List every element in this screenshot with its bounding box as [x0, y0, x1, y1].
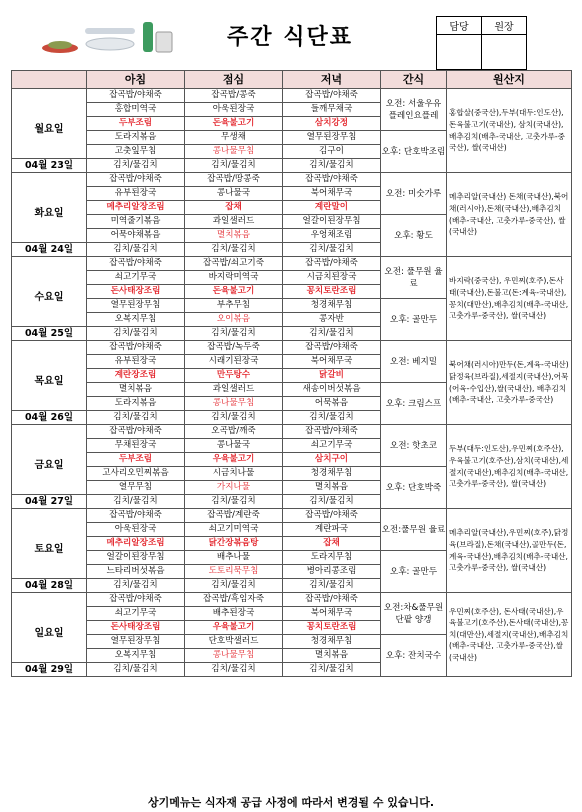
dinner-item: 얼갈이된장무침: [283, 215, 381, 229]
header-origin: 원산지: [447, 71, 572, 89]
breakfast-item: 김치/물김치: [87, 579, 185, 593]
origin-info: 두부(대두:인도산),우민찌(호주산),우육불고기(호주산),삼치(국내산),세절지(국내산),배추김치(배추-국내산, 고춧가루-중국산), 쌀(국내산): [447, 425, 572, 509]
snack-morning: 오전: 핫초코: [381, 425, 447, 467]
day-cell: [12, 425, 87, 509]
breakfast-item: 홍합미역국: [87, 103, 185, 117]
day-name: 화요일: [34, 208, 64, 219]
day-name: 목요일: [34, 376, 64, 387]
page-header: [0, 0, 582, 68]
breakfast-item: 열무된장무침: [87, 299, 185, 313]
breakfast-item: 느타리버섯볶음: [87, 565, 185, 579]
dinner-item: 삼치강정: [283, 117, 381, 131]
lunch-item: 잡곡밥/콩죽: [185, 89, 283, 103]
dinner-item: 콩자반: [283, 313, 381, 327]
approval-label-staff: 담당: [437, 17, 482, 35]
origin-info: 메추리알(국내산) 돈채(국내산),북어채(러시아),돈채(국내산),배추김치(배추-국내산, 고춧가루-중국산), 쌀(국내산): [447, 173, 572, 257]
lunch-item: 돈육불고기: [185, 117, 283, 131]
breakfast-item: 멸치볶음: [87, 383, 185, 397]
breakfast-item: 메추리알장조림: [87, 201, 185, 215]
breakfast-item: 잡곡밥/야채죽: [87, 257, 185, 271]
breakfast-item: 두부조림: [87, 117, 185, 131]
lunch-item: 김치/물김치: [185, 159, 283, 173]
dinner-item: 김치/물김치: [283, 579, 381, 593]
origin-info: 홍합살(중국산),두부(대두:인도산),돈육불고기(국내산), 삼치(국내산),배추김치(배추-국내산, 고춧가루-중국산), 쌀(국내산): [447, 89, 572, 173]
lunch-item: 과일샐러드: [185, 215, 283, 229]
dinner-item: 잡곡밥/야채죽: [283, 425, 381, 439]
header-snack: 간식: [381, 71, 447, 89]
lunch-item: 바지락미역국: [185, 271, 283, 285]
dinner-item: 꽁치토란조림: [283, 285, 381, 299]
lunch-item: 콩나물무침: [185, 145, 283, 159]
breakfast-item: 유부된장국: [87, 187, 185, 201]
snack-afternoon: 오후: 골만두: [381, 551, 447, 593]
dinner-item: 계란파국: [283, 523, 381, 537]
snack-afternoon: 오후: 단호박조림: [381, 131, 447, 173]
origin-info: 북어채(러시아)만두(돈,계육-국내산)닭정육(브라질),세절지(국내산),어묵(어육-수입산),쌀(국내산), 배추김치(배추-국내산, 고춧가루-중국산): [447, 341, 572, 425]
dinner-item: 잡곡밥/야채죽: [283, 257, 381, 271]
breakfast-item: 잡곡밥/야채죽: [87, 341, 185, 355]
day-date: 04월 29일: [12, 662, 86, 676]
table-row: [12, 173, 572, 187]
dinner-item: 열무된장무침: [283, 131, 381, 145]
lunch-item: 콩나물무침: [185, 649, 283, 663]
table-row: [12, 593, 572, 607]
header-lunch: 점심: [185, 71, 283, 89]
header-breakfast: 아침: [87, 71, 185, 89]
lunch-item: 돈육불고기: [185, 285, 283, 299]
dinner-item: 어묵볶음: [283, 397, 381, 411]
approval-sign-director: [482, 35, 527, 70]
lunch-item: 오이볶음: [185, 313, 283, 327]
breakfast-item: 잡곡밥/야채죽: [87, 89, 185, 103]
day-date: 04월 23일: [12, 158, 86, 172]
lunch-item: 멸치볶음: [185, 229, 283, 243]
breakfast-item: 계란장조림: [87, 369, 185, 383]
lunch-item: 김치/물김치: [185, 663, 283, 677]
breakfast-item: 김치/물김치: [87, 663, 185, 677]
dinner-item: 청경채무침: [283, 467, 381, 481]
dinner-item: 계란말이: [283, 201, 381, 215]
breakfast-item: 미역줄기볶음: [87, 215, 185, 229]
day-date: 04월 24일: [12, 242, 86, 256]
day-name: 월요일: [34, 124, 64, 135]
header-day: [12, 71, 87, 89]
dinner-item: 김치/물김치: [283, 327, 381, 341]
dinner-item: 잡곡밥/야채죽: [283, 593, 381, 607]
dinner-item: 잡채: [283, 537, 381, 551]
day-name: 수요일: [34, 292, 64, 303]
lunch-item: 잡곡밥/녹두죽: [185, 341, 283, 355]
lunch-item: 아욱된장국: [185, 103, 283, 117]
dinner-item: 닭갈비: [283, 369, 381, 383]
table-row: [12, 425, 572, 439]
lunch-item: 부추무침: [185, 299, 283, 313]
dinner-item: 삼치구이: [283, 453, 381, 467]
breakfast-item: 고춧잎무침: [87, 145, 185, 159]
snack-afternoon: 오후: 잔치국수: [381, 635, 447, 677]
lunch-item: 배추된장국: [185, 607, 283, 621]
lunch-item: 도토리묵무침: [185, 565, 283, 579]
lunch-item: 김치/물김치: [185, 411, 283, 425]
kitchenware-illustration: [40, 18, 175, 58]
menu-body: [12, 89, 572, 677]
breakfast-item: 열무된장무침: [87, 635, 185, 649]
breakfast-item: 잡곡밥/야채죽: [87, 509, 185, 523]
breakfast-item: 잡곡밥/야채죽: [87, 173, 185, 187]
dinner-item: 들깨무채국: [283, 103, 381, 117]
breakfast-item: 도라지볶음: [87, 397, 185, 411]
lunch-item: 쇠고기미역국: [185, 523, 283, 537]
breakfast-item: 두부조림: [87, 453, 185, 467]
breakfast-item: 돈사태장조림: [87, 621, 185, 635]
lunch-item: 우육불고기: [185, 621, 283, 635]
breakfast-item: 김치/물김치: [87, 327, 185, 341]
day-cell: [12, 509, 87, 593]
dinner-item: 병아리콩조림: [283, 565, 381, 579]
snack-morning: 오전:풀무원 율료: [381, 509, 447, 551]
lunch-item: 잡곡밥/쇠고기죽: [185, 257, 283, 271]
table-row: [12, 89, 572, 103]
snack-afternoon: 오후: 크림스프: [381, 383, 447, 425]
day-name: 토요일: [34, 544, 64, 555]
breakfast-item: 김치/물김치: [87, 495, 185, 509]
dinner-item: 멸치볶음: [283, 481, 381, 495]
snack-morning: 오전:차&풀무원 단팥 양갱: [381, 593, 447, 635]
day-date: 04월 27일: [12, 494, 86, 508]
approval-label-director: 원장: [482, 17, 527, 35]
dinner-item: 꽁치토란조림: [283, 621, 381, 635]
lunch-item: 배추나물: [185, 551, 283, 565]
lunch-item: 시금치나물: [185, 467, 283, 481]
snack-morning: 오전: 풀무원 율 료: [381, 257, 447, 299]
dinner-item: 김치/물김치: [283, 243, 381, 257]
lunch-item: 콩나물국: [185, 187, 283, 201]
breakfast-item: 김치/물김치: [87, 159, 185, 173]
day-cell: [12, 341, 87, 425]
dinner-item: 우엉채조림: [283, 229, 381, 243]
page-title: 주간 식단표: [227, 25, 353, 50]
dinner-item: 도라지무침: [283, 551, 381, 565]
lunch-item: 김치/물김치: [185, 579, 283, 593]
dinner-item: 시금치된장국: [283, 271, 381, 285]
lunch-item: 시래기된장국: [185, 355, 283, 369]
dinner-item: 김구이: [283, 145, 381, 159]
lunch-item: 김치/물김치: [185, 243, 283, 257]
lunch-item: 콩나물국: [185, 439, 283, 453]
table-row: [12, 341, 572, 355]
table-header-row: [12, 71, 572, 89]
dinner-item: 김치/물김치: [283, 495, 381, 509]
breakfast-item: 잡곡밥/야채죽: [87, 425, 185, 439]
breakfast-item: 오복지무침: [87, 649, 185, 663]
origin-info: 바지락(중국산), 우민찌(호주),돈사태(국내산),돈불고(돈:계육-국내산),꽁치(대만산),배추김치(배추-국내산, 고춧가루-중국산), 쌀(국내산): [447, 257, 572, 341]
dinner-item: 북어채무국: [283, 187, 381, 201]
lunch-item: 단호박샐러드: [185, 635, 283, 649]
lunch-item: 과일샐러드: [185, 383, 283, 397]
dinner-item: 잡곡밥/야채죽: [283, 341, 381, 355]
breakfast-item: 유부된장국: [87, 355, 185, 369]
breakfast-item: 도라지볶음: [87, 131, 185, 145]
table-row: [12, 509, 572, 523]
lunch-item: 김치/물김치: [185, 327, 283, 341]
lunch-item: 잡곡밥/흑임자죽: [185, 593, 283, 607]
day-cell: [12, 593, 87, 677]
breakfast-item: 무채된장국: [87, 439, 185, 453]
breakfast-item: 열무무침: [87, 481, 185, 495]
approval-box: [436, 16, 527, 70]
day-date: 04월 25일: [12, 326, 86, 340]
snack-morning: 오전: 서울우유 플레인요플레: [381, 89, 447, 131]
breakfast-item: 아욱된장국: [87, 523, 185, 537]
day-name: 금요일: [34, 460, 64, 471]
lunch-item: 잡채: [185, 201, 283, 215]
header-dinner: 저녁: [283, 71, 381, 89]
footer-note: 상기메뉴는 식자재 공급 사정에 따라서 변경될 수 있습니다.: [147, 796, 434, 809]
dinner-item: 김치/물김치: [283, 411, 381, 425]
weekly-menu-table: [11, 70, 572, 677]
day-cell: [12, 89, 87, 173]
snack-afternoon: 오후: 골만두: [381, 299, 447, 341]
lunch-item: 잡곡밥/땅콩죽: [185, 173, 283, 187]
dinner-item: 쇠고기무국: [283, 439, 381, 453]
lunch-item: 만두탕수: [185, 369, 283, 383]
dinner-item: 북어채무국: [283, 355, 381, 369]
table-row: [12, 257, 572, 271]
origin-info: 우민찌(호주산), 돈사태(국내산),우육불고기(호주산),돈사태(국내산),꽁치(대만산),세절지(국내산),배추김치(배추-국내산, 고춧가루-중국산),쌀(국내산): [447, 593, 572, 677]
breakfast-item: 쇠고기무국: [87, 271, 185, 285]
dinner-item: 청경채무침: [283, 299, 381, 313]
dinner-item: 잡곡밥/야채죽: [283, 509, 381, 523]
breakfast-item: 쇠고기무국: [87, 607, 185, 621]
lunch-item: 잡곡밥/계란죽: [185, 509, 283, 523]
breakfast-item: 고사리오민찌볶음: [87, 467, 185, 481]
lunch-item: 김치/물김치: [185, 495, 283, 509]
lunch-item: 콩나물무침: [185, 397, 283, 411]
origin-info: 메추리알(국내산),우민찌(호주),닭정육(브라질),돈채(국내산),골만두(돈,계육-국내산),배추김치(배추-국내산, 고춧가루-중국산), 쌀(국내산): [447, 509, 572, 593]
day-name: 일요일: [34, 628, 64, 639]
breakfast-item: 김치/물김치: [87, 243, 185, 257]
lunch-item: 닭간장볶음탕: [185, 537, 283, 551]
lunch-item: 우육불고기: [185, 453, 283, 467]
lunch-item: 가지나물: [185, 481, 283, 495]
breakfast-item: 오복지무침: [87, 313, 185, 327]
day-date: 04월 28일: [12, 578, 86, 592]
dinner-item: 멸치볶음: [283, 649, 381, 663]
breakfast-item: 얼갈이된장무침: [87, 551, 185, 565]
snack-afternoon: 오후: 단호박죽: [381, 467, 447, 509]
approval-sign-staff: [437, 35, 482, 70]
snack-morning: 오전: 미숫가루: [381, 173, 447, 215]
lunch-item: 무생채: [185, 131, 283, 145]
day-date: 04월 26일: [12, 410, 86, 424]
dinner-item: 잡곡밥/야채죽: [283, 173, 381, 187]
dinner-item: 김치/물김치: [283, 159, 381, 173]
breakfast-item: 돈사태장조림: [87, 285, 185, 299]
dinner-item: 새송이버섯볶음: [283, 383, 381, 397]
day-cell: [12, 173, 87, 257]
snack-morning: 오전: 베지밀: [381, 341, 447, 383]
breakfast-item: 어묵야채볶음: [87, 229, 185, 243]
dinner-item: 북어채무국: [283, 607, 381, 621]
dinner-item: 김치/물김치: [283, 663, 381, 677]
lunch-item: 오곡밥/깨죽: [185, 425, 283, 439]
breakfast-item: 잡곡밥/야채죽: [87, 593, 185, 607]
day-cell: [12, 257, 87, 341]
breakfast-item: 메추리알장조림: [87, 537, 185, 551]
dinner-item: 청경채무침: [283, 635, 381, 649]
snack-afternoon: 오후: 황도: [381, 215, 447, 257]
breakfast-item: 김치/물김치: [87, 411, 185, 425]
dinner-item: 잡곡밥/야채죽: [283, 89, 381, 103]
